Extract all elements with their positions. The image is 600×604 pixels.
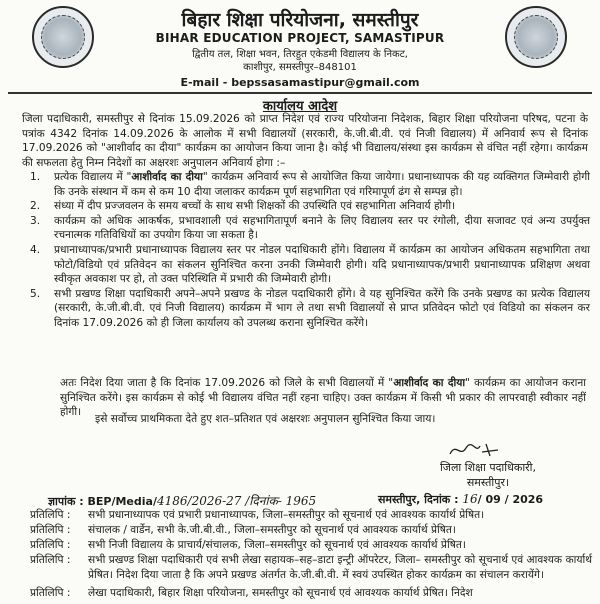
header-address-line-2: काशीपुर, समस्तीपुर–848101 bbox=[243, 62, 357, 73]
header-address-line-1: द्वितीय तल, शिक्षा भवन, तिरहुत एकेडमी विद्यालय के निकट, bbox=[192, 49, 408, 60]
handwritten-signature bbox=[446, 440, 506, 460]
instruction-item-4: 4. प्रधानाध्यापक/प्रभारी प्रधानाध्यापक विद्यालय स्तर पर नोडल पदाधिकारी होंगे। विद्यालय में कार्यक्रम का आयोजन अधिकतम सहभागिता तथा फोटो/विडियो एवं प्रतिवेदन का संकलन सुनिश्चित करना उनकी जिम्मेवारी होगी। यदि प्रधानाध्यापक/प्रभारी प्रधानाध्यापक प्रशिक्षण अथवा स्वीकृत अवकाश पर हो, तो उक्त परिस्थिति में प्रभारी की जिम्मेवारी होगी। bbox=[30, 243, 590, 286]
instruction-item-2: 2. संध्या में दीप प्रज्जवलन के समय बच्चों के साथ सभी शिक्षकों की उपस्थिति एवं सहभागिता अनिवार्य होगी। bbox=[30, 200, 456, 213]
instruction-item-3: 3. कार्यक्रम को अधिक आकर्षक, प्रभावशाली एवं सहभागितापूर्ण बनाने के लिए विद्यालय स्तर पर रंगोली, दीया सजावट एवं अन्य उपर्युक्त रचनात्मक गतिविधियों का उपयोग किया जा सकता है। bbox=[30, 214, 590, 242]
right-seal-logo bbox=[505, 6, 567, 68]
memo-number-label: ज्ञापांक : BEP/Media/ bbox=[48, 495, 157, 508]
memo-date: समस्तीपुर, दिनांक : 16/ 09 / 2026 bbox=[378, 492, 544, 506]
signatory-place: समस्तीपुर। bbox=[466, 476, 510, 489]
left-seal-logo bbox=[32, 6, 94, 68]
instruction-item-1: 1. प्रत्येक विद्यालय में "आशीर्वाद का दीया" कार्यक्रम अनिवार्य रूप से आयोजित किया जायेगा। प्रधानाध्यापक की यह व्यक्तिगत जिम्मेवारी होगी कि उनके संस्थान में कम से कम 10 दीया जलाकर कार्यक्रम पूर्ण सहभागिता एवं गरिमापूर्ण ढंग से सम्पन्न हो। bbox=[30, 171, 590, 198]
header-email: E-mail - bepssasamastipur@gmail.com bbox=[180, 76, 420, 89]
closing-paragraph: अतः निदेश दिया जाता है कि दिनांक 17.09.2026 को जिले के सभी विद्यालयों में "आशीर्वाद का दीया" कार्यक्रम का आयोजन कराना सुनिश्चित करेंगे। इस कार्यक्रम से कोई भी विद्यालय वंचित नहीं रहना चाहिए। उक्त कार्यक्रम में किसी भी प्रकार की लापरवाही स्वीकार नहीं होगी। bbox=[60, 377, 586, 419]
header-divider bbox=[8, 92, 592, 94]
memo-number-handwritten: 4186/2026-27 /दिनांक- 1965 bbox=[156, 494, 317, 508]
header-title-english: BIHAR EDUCATION PROJECT, SAMASTIPUR bbox=[155, 31, 445, 45]
reference-line bbox=[48, 492, 588, 509]
signature-block bbox=[408, 460, 568, 490]
office-order-page: बिहार शिक्षा परियोजना, समस्तीपुर BIHAR EDUCATION PROJECT, SAMASTIPUR द्वितीय तल, शिक्षा भवन, तिरहुत एकेडमी विद्यालय के निकट, काशीपुर, समस्तीपुर–848101 E-mail - bepssasamastipur@gmail.com कार्यालय आदेश जिला पदाधिकारी, समस्तीपुर से दिनांक 15.09.2026 को प्राप्त निदेश एवं राज्य परियोजना निदेशक, बिहार शिक्षा परियोजना परिषद, पटना के पत्रांक 4342 दिनांक 14.09.2026 के आलोक में सभी विद्यालयों (सरकारी, के.जी.बी.वी. एवं निजी विद्यालय) में अनिवार्य रूप से दिनांक 17.09.2026 को "आशीर्वाद का दीया" कार्यक्रम का आयोजन किया जाना है। कोई भी विद्यालय/संस्था इस कार्यक्रम से वंचित नहीं रहेगा। कार्यक्रम की सफलता हेतु निम्न निदेशों का अक्षरशः अनुपालन अनिवार्य होगा :– 1. प्रत्येक विद्यालय में "आशीर्वाद का दीया" कार्यक्रम अनिवार्य रूप से आयोजित किया जायेगा। प्रधानाध्यापक की यह व्यक्तिगत जिम्मेवारी होगी कि उनके संस्थान में कम से कम 10 दीया जलाकर कार्यक्रम पूर्ण सहभागिता एवं गरिमापूर्ण ढंग से सम्पन्न हो। 2. संध्या में दीप प्रज्जवलन के समय बच्चों के साथ सभी शिक्षकों की उपस्थिति एवं सहभागिता अनिवार्य होगी। 3. कार्यक्रम को अधिक आकर्षक, प्रभावशाली एवं सहभागितापूर्ण बनाने के लिए विद्यालय स्तर पर रंगोली, दीया सजावट एवं अन्य उपर्युक्त रचनात्मक गतिविधियों का उपयोग किया जा सकता है। 4. प्रधानाध्यापक/प्रभारी प्रधानाध्यापक विद्यालय स्तर पर नोडल पदाधिकारी होंगे। विद्यालय में कार्यक्रम का आयोजन अधिकतम सहभागिता तथा फोटो/विडियो एवं प्रतिवेदन का संकलन सुनिश्चित करना उनकी जिम्मेवारी होगी। यदि प्रधानाध्यापक/प्रभारी प्रधानाध्यापक प्रशिक्षण अथवा स्वीकृत अवकाश पर हो, तो उक्त परिस्थिति में प्रभारी की जिम्मेवारी होगी। 5. सभी प्रखण्ड शिक्षा पदाधिकारी अपने–अपने प्रखण्ड के नोडल पदाधिकारी होंगे। वे यह सुनिश्चित करेंगे कि उनके प्रखण्ड का प्रत्येक विद्यालय (सरकारी, के.जी.बी.वी. एवं निजी विद्यालय) कार्यक्रम में भाग ले तथा सभी विद्यालयों से प्राप्त प्रतिवेदन फोटो एवं विडियो का संकलन कर दिनांक 17.09.2026 को ही जिला कार्यालय को उपलब्ध कराना सुनिश्चित करेंगे। अतः निदेश दिया जाता है कि दिनांक 17.09.2026 को जिले के सभी विद्यालयों में "आशीर्वाद का दीया" कार्यक्रम का आयोजन कराना सुनिश्चित करेंगे। इस कार्यक्रम से कोई भी विद्यालय वंचित नहीं रहना चाहिए। उक्त कार्यक्रम में किसी भी प्रकार की लापरवाही स्वीकार नहीं होगी। इसे सर्वोच्च प्राथमिकता देते हुए शत–प्रतिशत एवं अक्षरशः अनुपालन सुनिश्चित किया जाय। जिला शिक्षा पदाधिकारी, समस्तीपुर। ज्ञापांक : BEP/Media/4186/2026-27 /दिनांक- 1965 समस्तीपुर, दिनांक : 16/ 09 / 2026 प्रतिलिपि : सभी प्रधानाध्यापक एवं प्रभारी प्रधानाध्यापक, जिला–समस्तीपुर को सूचनार्थ एवं आवश्यक कार्यार्थ प्रेषित। प्रतिलिपि : संचालक / वार्डेन, सभी के.जी.बी.वी., जिला–समस्तीपुर को सूचनार्थ एवं आवश्यक कार्यार्थ प्रेषित। प्रतिलिपि : सभी निजी विद्यालय के प्राचार्य/संचालक, जिला–समस्तीपुर को सूचनार्थ एवं आवश्यक कार्यार्थ प्रेषित। प्रतिलिपि : सभी प्रखण्ड शिक्षा पदाधिकारी एवं सभी लेखा सहायक–सह–डाटा इन्ट्री ऑपरेटर, जिला– समस्तीपुर को सूचनार्थ एवं आवश्यक कार्यार्थ प्रेषित। निदेश दिया जाता है कि अपने प्रखण्ड अंतर्गत के.जी.बी.वी. में स्वयं उपस्थित होकर कार्यक्रम का संचालन करायेंगे। प्रतिलिपि : लेखा पदाधिकारी, बिहार शिक्षा परियोजना, समस्तीपुर को सूचनार्थ एवं आवश्यक कार्यार्थ प्रेषित। निदेश bbox=[0, 0, 600, 604]
instruction-item-5: 5. सभी प्रखण्ड शिक्षा पदाधिकारी अपने–अपने प्रखण्ड के नोडल पदाधिकारी होंगे। वे यह सुनिश्चित करेंगे कि उनके प्रखण्ड का प्रत्येक विद्यालय (सरकारी, के.जी.बी.वी. एवं निजी विद्यालय) कार्यक्रम में भाग ले तथा सभी विद्यालयों से प्राप्त प्रतिवेदन फोटो एवं विडियो का संकलन कर दिनांक 17.09.2026 को ही जिला कार्यालय को उपलब्ध कराना सुनिश्चित करेंगे। bbox=[30, 287, 590, 329]
instruction-list bbox=[30, 170, 590, 331]
document-title: कार्यालय आदेश bbox=[262, 99, 338, 114]
header-title-hindi: बिहार शिक्षा परियोजना, समस्तीपुर bbox=[181, 9, 419, 31]
signatory-designation: जिला शिक्षा पदाधिकारी, bbox=[439, 461, 537, 474]
intro-paragraph: जिला पदाधिकारी, समस्तीपुर से दिनांक 15.09.2026 को प्राप्त निदेश एवं राज्य परियोजना निदेशक, बिहार शिक्षा परियोजना परिषद, पटना के पत्रांक 4342 दिनांक 14.09.2026 के आलोक में सभी विद्यालयों (सरकारी, के.जी.बी.वी. एवं निजी विद्यालय) में अनिवार्य रूप से दिनांक 17.09.2026 को "आशीर्वाद का दीया" कार्यक्रम का आयोजन किया जाना है। कोई भी विद्यालय/संस्था इस कार्यक्रम से वंचित नहीं रहेगा। कार्यक्रम की सफलता हेतु निम्न निदेशों का अक्षरशः अनुपालन अनिवार्य होगा :– bbox=[22, 113, 588, 169]
compliance-line: इसे सर्वोच्च प्राथमिकता देते हुए शत–प्रतिशत एवं अक्षरशः अनुपालन सुनिश्चित किया जाय। bbox=[95, 413, 436, 425]
